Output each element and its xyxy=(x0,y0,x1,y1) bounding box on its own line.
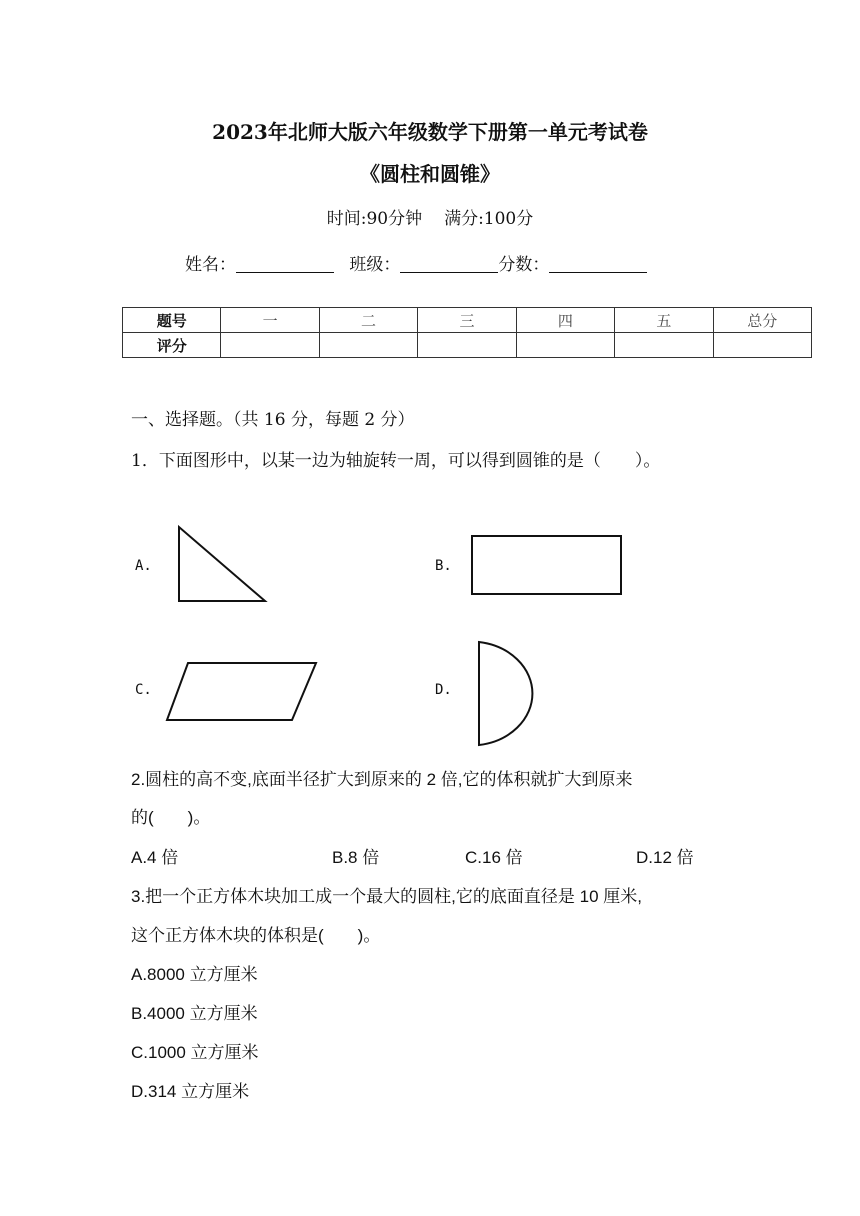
table-row xyxy=(123,333,812,358)
class-blank[interactable] xyxy=(400,254,498,273)
question-2-option-b[interactable]: B.8 倍 xyxy=(332,848,380,867)
name-blank[interactable] xyxy=(236,254,334,273)
question-3-line-1: 3.把一个正方体木块加工成一个最大的圆柱,它的底面直径是 10 厘米, xyxy=(131,887,642,906)
question-2-line-1: 2.圆柱的高不变,底面半径扩大到原来的 2 倍,它的体积就扩大到原来 xyxy=(131,770,633,789)
column-2: 二 xyxy=(319,308,417,333)
exam-title: 2023年北师大版六年级数学下册第一单元考试卷 xyxy=(212,120,648,144)
question-2-option-c[interactable]: C.16 倍 xyxy=(465,848,523,867)
option-a-label: A. xyxy=(135,558,152,574)
section-heading: 一、选择题。（共 16 分，每题 2 分） xyxy=(131,410,415,430)
score-label: 分数： xyxy=(498,255,550,275)
score-cell[interactable] xyxy=(319,333,417,358)
score-table xyxy=(122,307,812,358)
question-2-line-2: 的( )。 xyxy=(131,808,211,827)
column-total: 总分 xyxy=(713,308,811,333)
column-5: 五 xyxy=(615,308,713,333)
exam-subtitle: 《圆柱和圆锥》 xyxy=(360,162,500,186)
score-cell[interactable] xyxy=(418,333,516,358)
score-cell[interactable] xyxy=(516,333,614,358)
time-limit: 时间:90分钟 xyxy=(326,209,423,229)
right-triangle-icon xyxy=(174,524,270,606)
row-header-question: 题号 xyxy=(123,308,221,333)
column-1: 一 xyxy=(221,308,319,333)
option-c-label: C. xyxy=(135,682,152,698)
table-row xyxy=(123,308,812,333)
exam-meta xyxy=(0,204,860,229)
student-info-line xyxy=(185,250,647,275)
question-1-text: 1．下面图形中，以某一边为轴旋转一周，可以得到圆锥的是（ ）。 xyxy=(131,451,661,471)
name-label: 姓名： xyxy=(185,255,236,275)
row-header-score: 评分 xyxy=(123,333,221,358)
question-3-option-d[interactable]: D.314 立方厘米 xyxy=(131,1082,250,1101)
score-cell[interactable] xyxy=(615,333,713,358)
rectangle-icon xyxy=(470,533,624,597)
column-4: 四 xyxy=(516,308,614,333)
option-d-label: D. xyxy=(435,682,452,698)
parallelogram-icon xyxy=(164,660,320,724)
question-3-option-b[interactable]: B.4000 立方厘米 xyxy=(131,1004,258,1023)
question-3-option-c[interactable]: C.1000 立方厘米 xyxy=(131,1043,259,1062)
column-3: 三 xyxy=(418,308,516,333)
score-cell[interactable] xyxy=(713,333,811,358)
full-score: 满分:100分 xyxy=(444,209,534,229)
score-blank[interactable] xyxy=(549,254,647,273)
question-3-line-2: 这个正方体木块的体积是( )。 xyxy=(131,926,381,945)
semicircle-icon xyxy=(474,639,546,749)
question-2-option-d[interactable]: D.12 倍 xyxy=(636,848,694,867)
question-3-option-a[interactable]: A.8000 立方厘米 xyxy=(131,965,258,984)
class-label: 班级： xyxy=(349,255,401,275)
score-cell[interactable] xyxy=(221,333,319,358)
option-b-label: B. xyxy=(435,558,452,574)
question-2-option-a[interactable]: A.4 倍 xyxy=(131,848,179,867)
